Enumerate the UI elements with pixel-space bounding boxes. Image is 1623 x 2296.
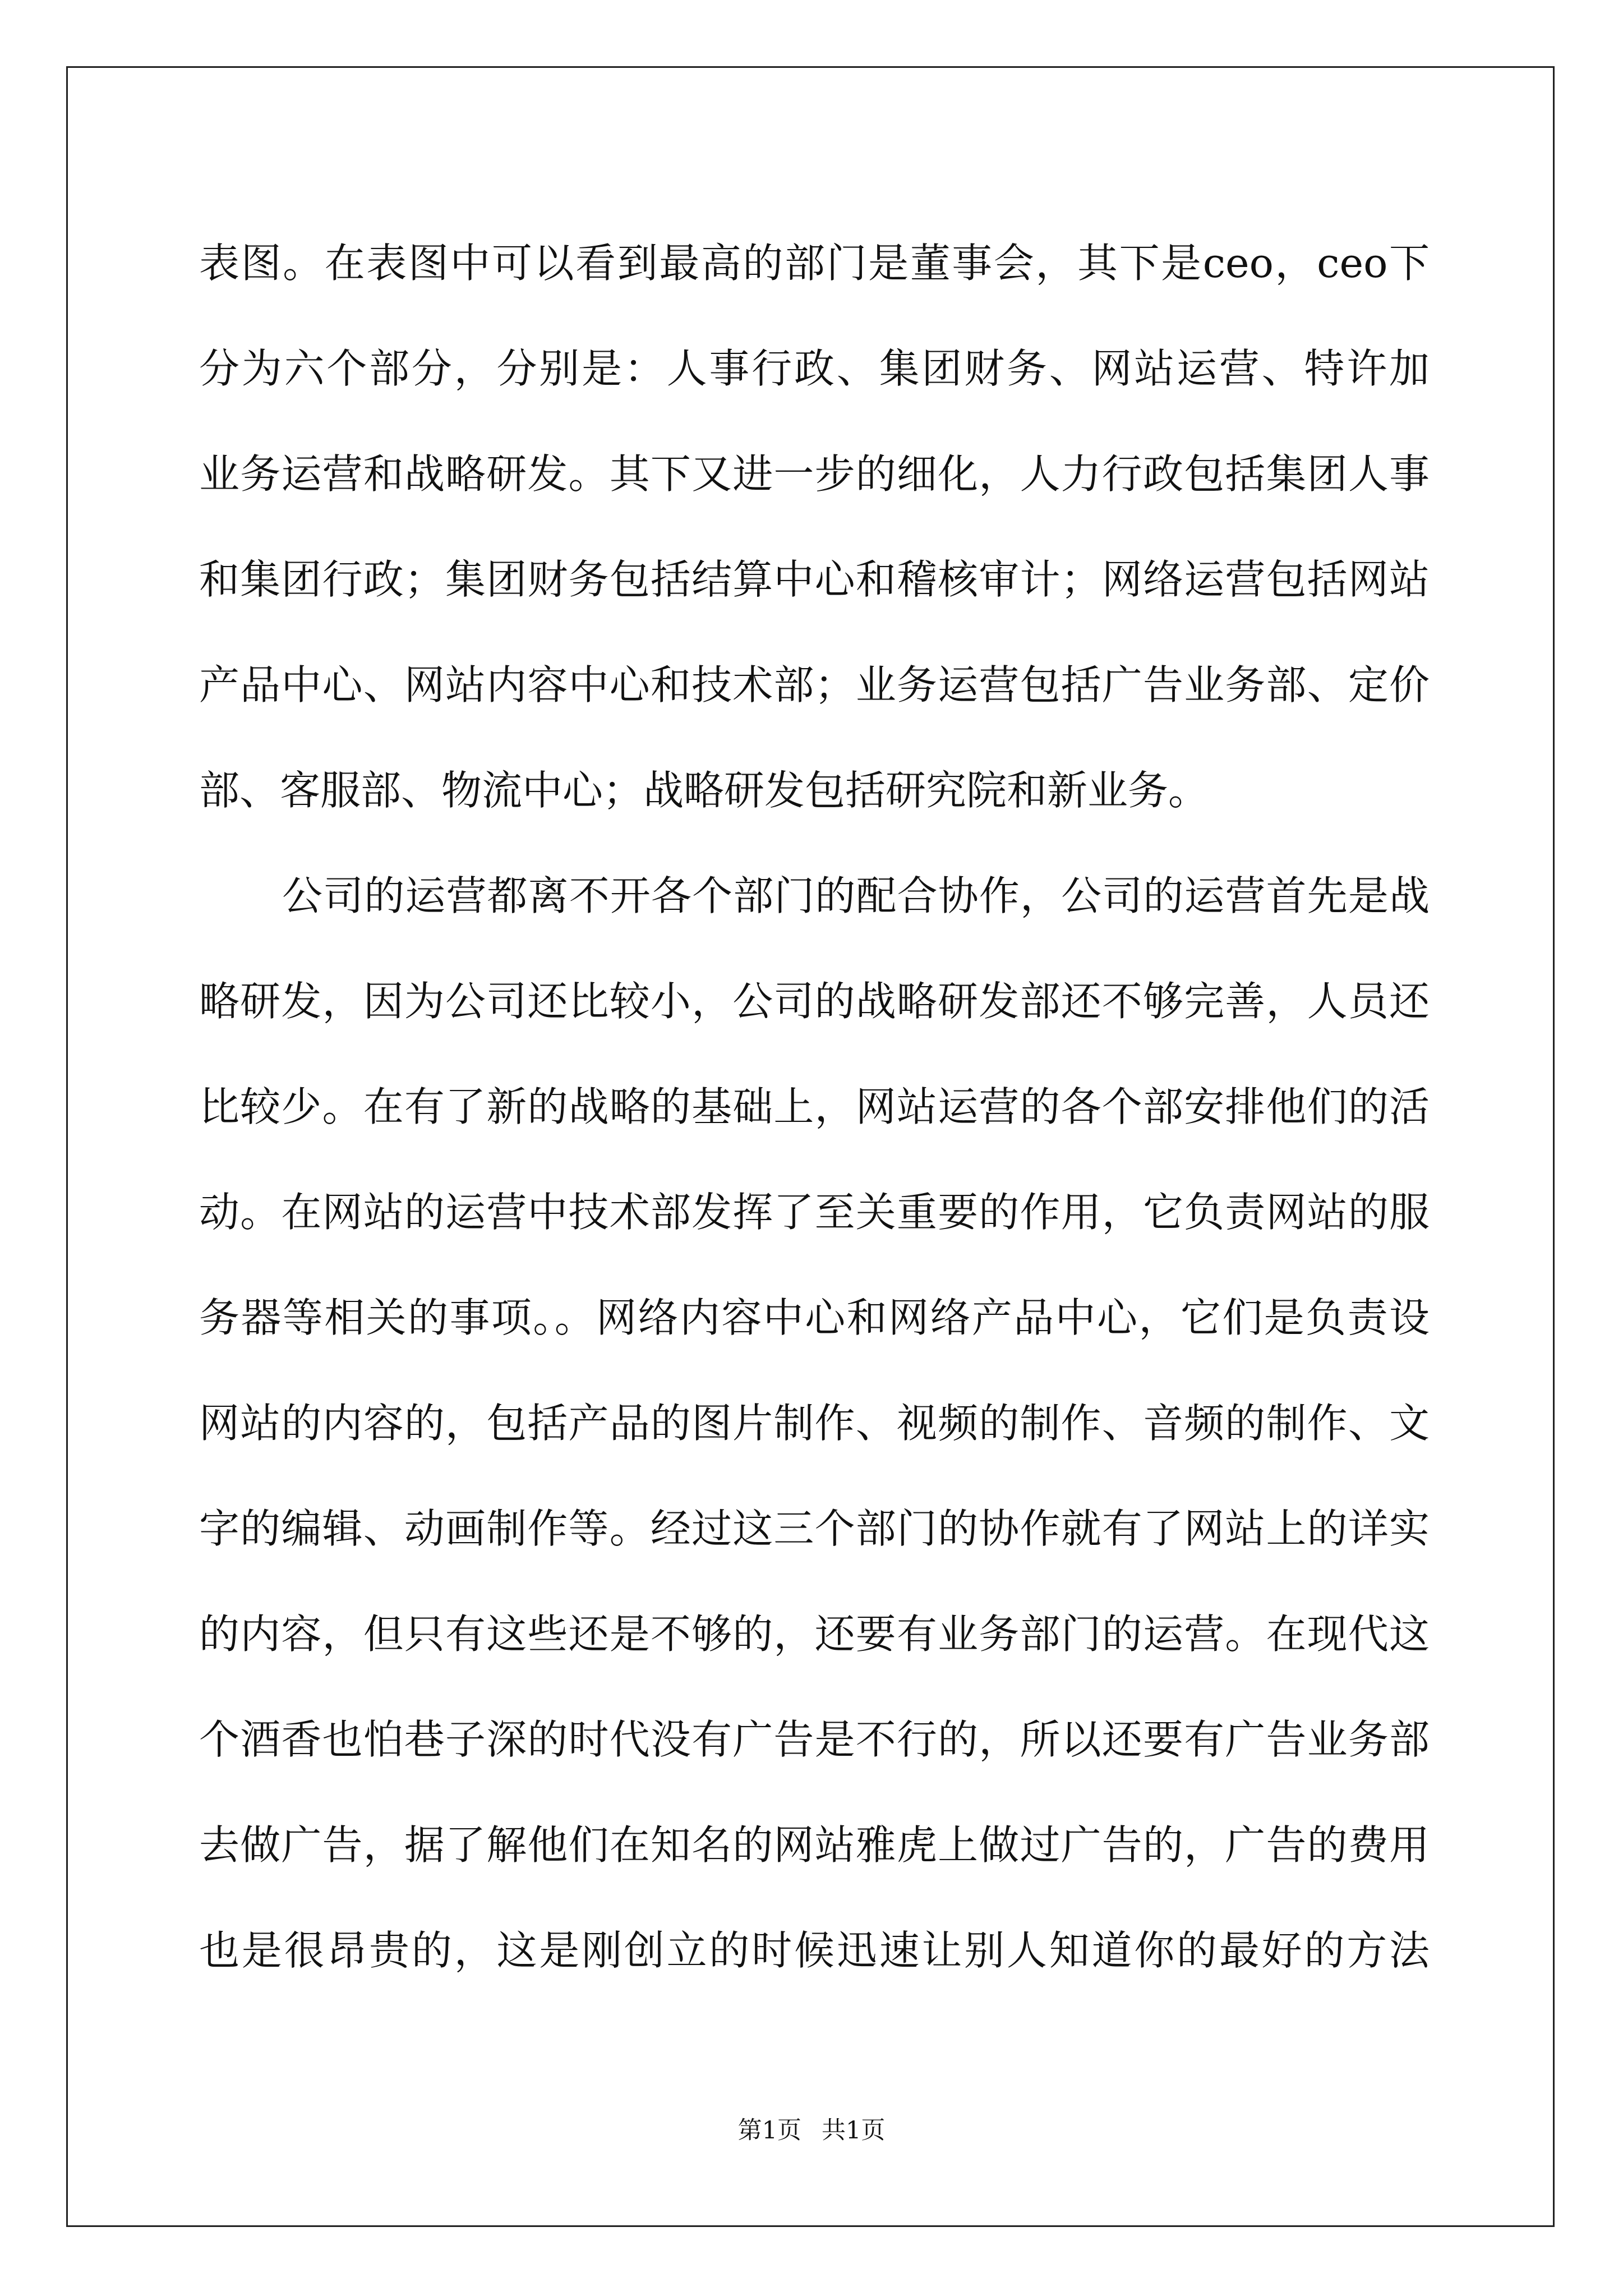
text-line-8: 略研发，因为公司还比较小，公司的战略研发部还不够完善，人员还 [199, 978, 1430, 1025]
text-line-15: 个酒香也怕巷子深的时代没有广告是不行的，所以还要有广告业务部 [199, 1716, 1430, 1763]
text-line-14: 的内容，但只有这些还是不够的，还要有业务部门的运营。在现代这 [199, 1611, 1430, 1658]
page-footer [0, 2114, 1623, 2147]
text-line-12: 网站的内容的，包括产品的图片制作、视频的制作、音频的制作、文 [199, 1400, 1430, 1447]
page-number: 第1页 [737, 2116, 801, 2145]
text-line-10: 动。在网站的运营中技术部发挥了至关重要的作用，它负责网站的服 [199, 1189, 1430, 1236]
text-line-16: 去做广告，据了解他们在知名的网站雅虎上做过广告的，广告的费用 [199, 1821, 1430, 1869]
document-body [199, 210, 1430, 2003]
text-line-5: 产品中心、网站内容中心和技术部；业务运营包括广告业务部、定价 [199, 661, 1430, 708]
text-line-13: 字的编辑、动画制作等。经过这三个部门的协作就有了网站上的详实 [199, 1505, 1430, 1552]
text-line-17: 也是很昂贵的，这是刚创立的时候迅速让别人知道你的最好的方法 [199, 1927, 1430, 1974]
text-line-1: 表图。在表图中可以看到最高的部门是董事会，其下是ceo，ceo下 [199, 240, 1430, 287]
text-line-7: 公司的运营都离不开各个部门的配合协作，公司的运营首先是战 [282, 872, 1430, 919]
text-line-6: 部、客服部、物流中心；战略研发包括研究院和新业务。 [199, 767, 1209, 814]
text-line-11: 务器等相关的事项。。网络内容中心和网络产品中心，它们是负责设 [199, 1294, 1430, 1341]
page-total: 共1页 [822, 2116, 886, 2145]
text-line-4: 和集团行政；集团财务包括结算中心和稽核审计；网络运营包括网站 [199, 556, 1430, 603]
text-line-9: 比较少。在有了新的战略的基础上，网站运营的各个部安排他们的活 [199, 1083, 1430, 1130]
text-line-2: 分为六个部分，分别是：人事行政、集团财务、网站运营、特许加 [199, 345, 1430, 392]
text-line-3: 业务运营和战略研发。其下又进一步的细化，人力行政包括集团人事 [199, 450, 1430, 498]
